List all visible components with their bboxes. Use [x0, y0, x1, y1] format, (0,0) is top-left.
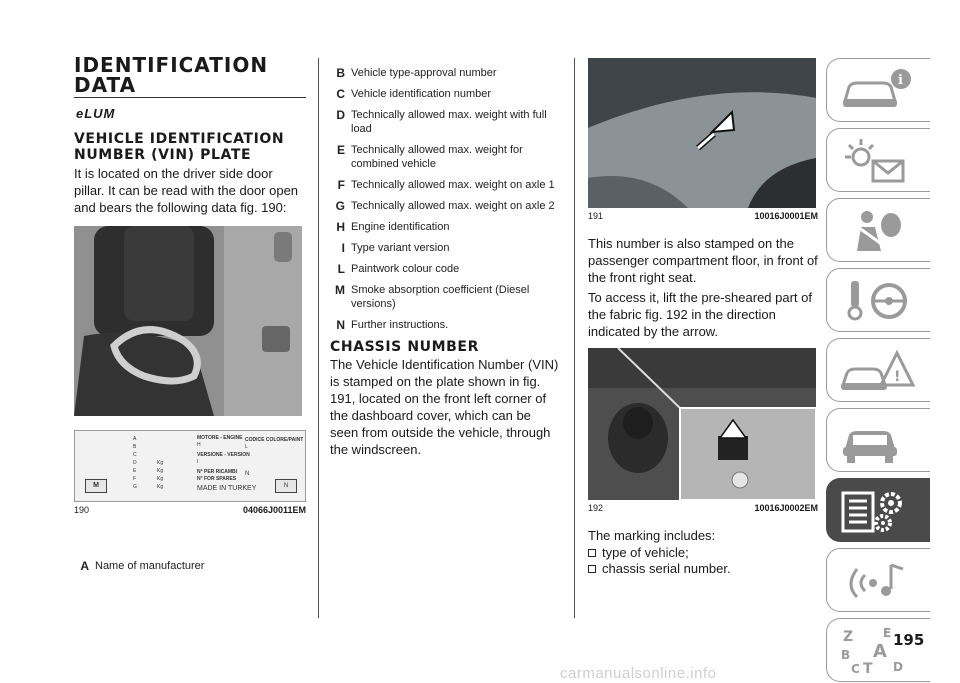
legend-text: Smoke absorption coefficient (Diesel versions)	[351, 284, 530, 310]
legend-item-g	[330, 199, 562, 213]
index-letter: A	[873, 641, 887, 662]
page-number: 195	[893, 631, 925, 649]
plate-letter: D	[133, 460, 137, 466]
legend-text: Engine identification	[351, 221, 450, 233]
index-letter: C	[851, 662, 860, 676]
legend-text: Name of manufacturer	[95, 560, 205, 572]
plate-box-n-label: N	[283, 483, 289, 489]
column-divider-1	[318, 58, 319, 618]
plate-letter: E	[133, 468, 137, 474]
legend-key: F	[337, 178, 345, 192]
legend-key: M	[335, 283, 345, 297]
breakdown-icon	[837, 345, 917, 397]
legend-item-h	[330, 220, 562, 234]
legend-key: B	[336, 66, 345, 80]
paragraph-access: To access it, lift the pre-sheared part of the fabric fig. 192 in the direction indicated by the arrow.	[588, 290, 812, 339]
floor-photo	[588, 348, 816, 500]
plate-kg: Kg	[157, 484, 164, 490]
section-title-vin-plate: VEHICLE IDENTIFICATION NUMBER (VIN) PLATE	[74, 131, 285, 163]
column-2	[330, 66, 562, 458]
section-title-chassis-number: CHASSIS NUMBER	[330, 339, 479, 355]
figure-code: 10016J0002EM	[754, 503, 818, 513]
svg-text:!: !	[894, 369, 901, 385]
tab-knowing-car[interactable]	[826, 58, 930, 122]
column-3	[588, 58, 818, 577]
legend-text: Vehicle type-approval number	[351, 67, 497, 79]
windscreen-photo	[588, 58, 816, 208]
legend-text: Paintwork colour code	[351, 263, 460, 275]
key-steering-icon	[837, 275, 917, 327]
plate-engine-label: MOTORE - ENGINE	[197, 435, 243, 441]
footer-watermark: carmanualsonline.info	[560, 665, 717, 682]
legend-key: C	[336, 87, 345, 101]
page-title: IDENTIFICATION DATA	[74, 55, 306, 98]
legend-item-d	[330, 108, 562, 136]
bullet-text: chassis serial number.	[602, 561, 731, 576]
plate-kg: Kg	[157, 476, 164, 482]
plate-kg: Kg	[157, 468, 164, 474]
legend-text: Further instructions.	[351, 319, 449, 331]
index-letter: D	[893, 660, 903, 674]
plate-letter: F	[133, 476, 137, 482]
technical-data-icon	[837, 485, 917, 537]
plate-box-m	[85, 479, 107, 493]
figure-191-caption	[588, 211, 818, 221]
legend-text: Technically allowed max. weight on axle 1	[351, 179, 555, 191]
figure-code: 10016J0001EM	[754, 211, 818, 221]
tab-technical-data[interactable]	[826, 478, 930, 542]
index-letter: E	[883, 626, 892, 640]
figure-190-caption	[74, 505, 306, 515]
bullet-text: type of vehicle;	[602, 545, 689, 560]
column-divider-2	[574, 58, 575, 618]
legend-key: G	[335, 199, 345, 213]
car-maintenance-icon	[837, 415, 917, 467]
checkbox-bullet-icon	[588, 549, 596, 557]
bullet-item	[588, 545, 818, 561]
legend-list	[330, 66, 562, 332]
legend-text: Technically allowed max. weight for combined vehicle	[351, 144, 523, 170]
legend-key: I	[341, 241, 345, 255]
figure-192-caption	[588, 503, 818, 513]
legend-text: Technically allowed max. weight with full load	[351, 109, 547, 135]
legend-key: N	[336, 318, 345, 332]
chassis-number-body: The Vehicle Identification Number (VIN) is stamped on the plate shown in fig. 191, located on the front left corner of the dashboard cover, which can be seen from outside the vehicle, through the windscreen.	[330, 357, 559, 457]
index-letter: B	[841, 648, 851, 662]
tab-multimedia[interactable]	[826, 548, 930, 612]
multimedia-icon	[837, 555, 917, 607]
legend-key: L	[337, 262, 345, 276]
legend-item-b	[330, 66, 562, 80]
plate-letter: A	[133, 436, 137, 442]
legend-item-e	[330, 143, 562, 171]
plate-box-n	[275, 479, 297, 493]
tab-index[interactable]	[826, 618, 930, 682]
plate-kg: Kg	[157, 460, 164, 466]
legend-item-i	[330, 241, 562, 255]
index-letter: T	[863, 661, 873, 677]
figure-192-photo	[588, 348, 816, 500]
figure-number: 190	[74, 505, 90, 515]
vin-plate-intro: It is located on the driver side door pillar. It can be read with the door open and bears the following data fig. 190:	[74, 166, 299, 215]
figure-number: 191	[588, 211, 604, 221]
safety-airbag-icon	[837, 205, 917, 257]
legend-item-m	[330, 283, 562, 311]
legend-key: E	[336, 143, 345, 157]
bullet-item	[588, 561, 818, 577]
plate-spares-label-it: N° PER RICAMBI	[197, 469, 238, 475]
tab-starting-driving[interactable]	[826, 268, 930, 332]
checkbox-bullet-icon	[588, 565, 596, 573]
plate-letter: G	[133, 484, 137, 490]
legend-text: Technically allowed max. weight on axle 2	[351, 200, 555, 212]
plate-letter: C	[133, 452, 137, 458]
plate-paint-label: CODICE COLORE/PAINT	[245, 437, 304, 443]
legend-text: Vehicle identification number	[351, 88, 492, 100]
vin-plate-diagram	[74, 430, 306, 502]
plate-i: I	[197, 459, 199, 465]
svg-text:i: i	[898, 73, 903, 88]
figure-191-photo	[588, 58, 816, 208]
legend-item-a	[74, 559, 306, 573]
tab-warning-lights[interactable]	[826, 128, 930, 192]
legend-item-n	[330, 318, 562, 332]
legend-text: Type variant version	[351, 242, 450, 254]
column-1	[74, 55, 306, 580]
index-letter: Z	[843, 629, 854, 645]
legend-key: D	[336, 108, 345, 122]
eco-logo-icon: eLUM	[76, 106, 116, 121]
chapter-tabs	[826, 58, 930, 683]
figure-190-photo	[74, 226, 302, 416]
legend-item-c	[330, 87, 562, 101]
warning-lights-icon	[837, 135, 917, 187]
plate-h: H	[197, 442, 201, 448]
plate-spares-label-en: N° FOR SPARES	[197, 476, 237, 482]
tab-emergency[interactable]	[826, 338, 930, 402]
legend-key: H	[336, 220, 345, 234]
figure-number: 192	[588, 503, 604, 513]
tab-safety[interactable]	[826, 198, 930, 262]
paragraph-marking: The marking includes:	[588, 528, 716, 543]
plate-n-label: N	[245, 471, 250, 477]
plate-box-m-label: M	[93, 482, 99, 489]
legend-key: A	[80, 559, 89, 573]
plate-version-label: VERSIONE - VERSION	[197, 452, 250, 458]
legend-item-l	[330, 262, 562, 276]
plate-l: L	[245, 444, 248, 450]
car-info-icon	[837, 65, 917, 117]
plate-made-in: MADE IN TURKEY	[197, 485, 257, 492]
plate-letter: B	[133, 444, 137, 450]
tab-maintenance[interactable]	[826, 408, 930, 472]
legend-item-f	[330, 178, 562, 192]
figure-code: 04066J0011EM	[242, 505, 306, 515]
door-pillar-photo	[74, 226, 302, 416]
paragraph-passenger-floor: This number is also stamped on the passenger compartment floor, in front of the front right seat.	[588, 236, 818, 285]
